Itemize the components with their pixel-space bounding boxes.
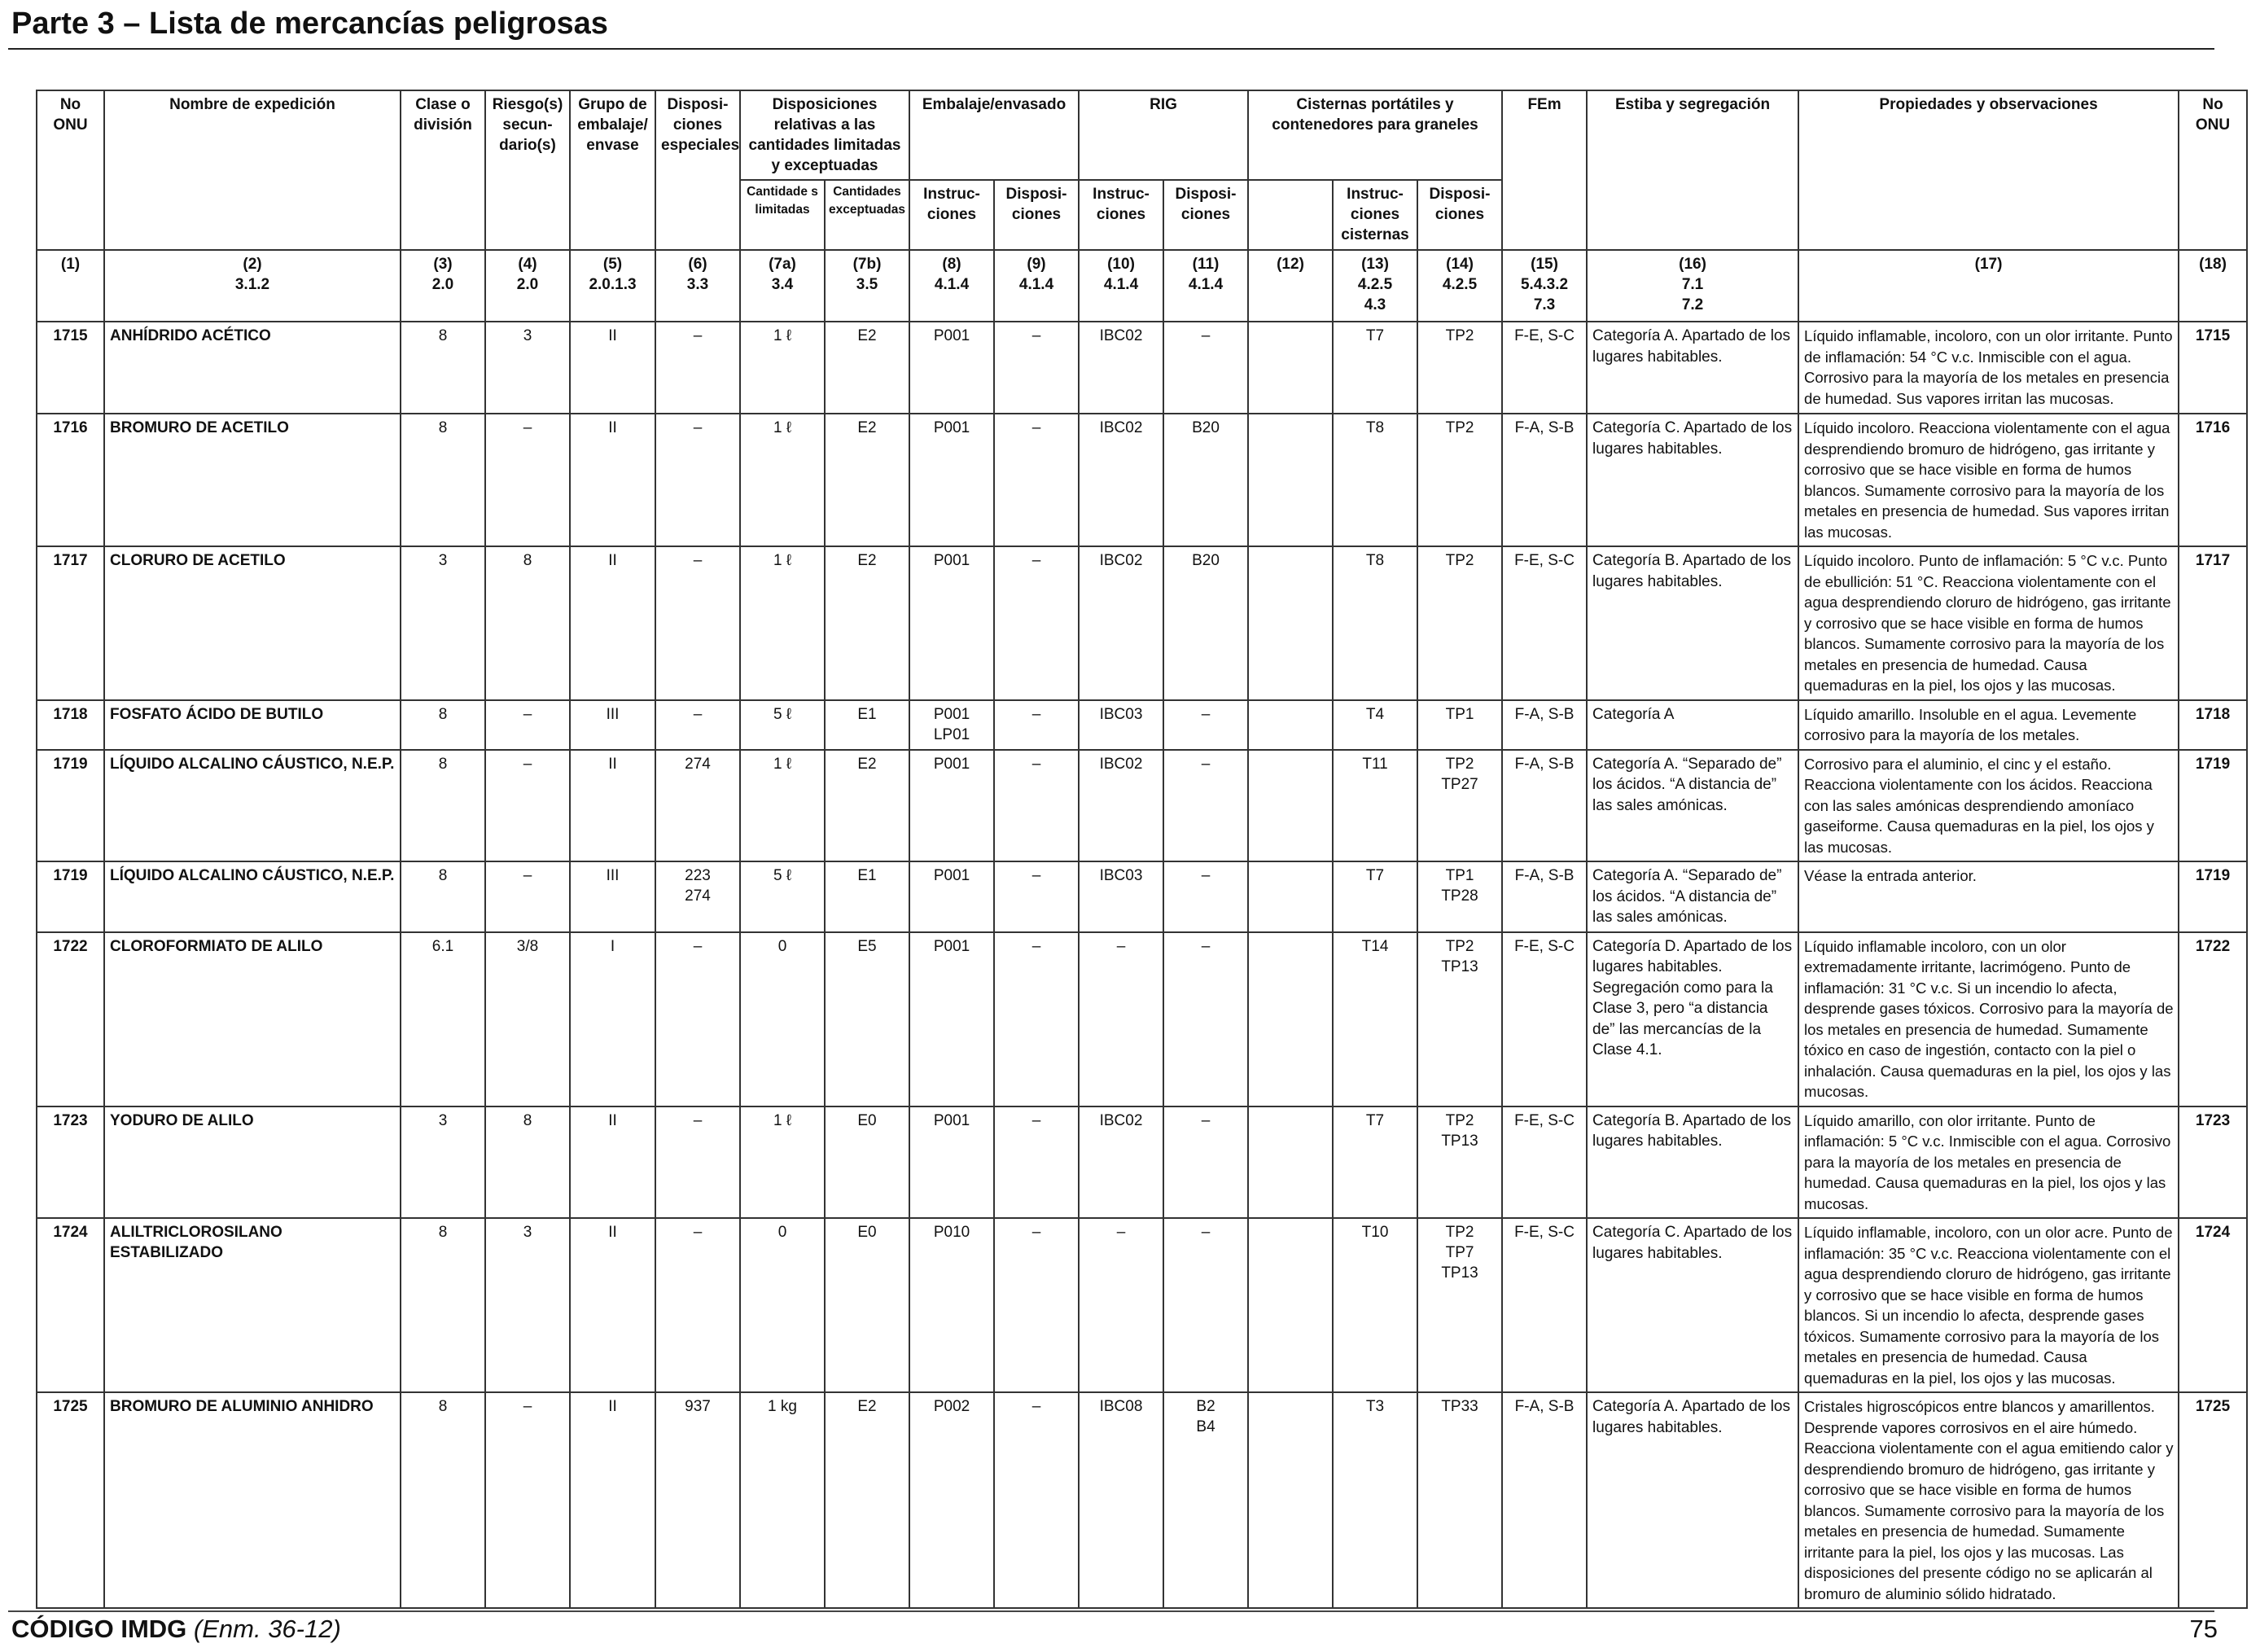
properties-cell: Líquido incoloro. Reacciona violentamente con el agua desprendiendo bromuro de hidrógeno, gas irritante y corrosivo que se hace visible en forma de humos blancos. Sumamente corrosivo para la mayoría de los metales en presencia de humedad. Sus vapores irritan las mucosas. xyxy=(1798,414,2179,546)
shipping-name: BROMURO DE ACETILO xyxy=(104,414,401,546)
subrisk-cell: 3 xyxy=(485,322,570,414)
properties-cell: Líquido inflamable, incoloro, con un olor irritante. Punto de inflamación: 54 °C v.c. Inmiscible con el agua. Corrosivo para la mayoría de los metales en presencia de humedad. Sus vapores irritan las mucosas. xyxy=(1798,322,2179,414)
header-packing: Embalaje/envasado xyxy=(909,90,1079,180)
column-number-row xyxy=(37,250,2247,322)
ems-cell: F-E, S-C xyxy=(1502,546,1587,700)
class-cell: 8 xyxy=(401,861,485,932)
footer-code-name: CÓDIGO IMDG xyxy=(11,1615,187,1643)
excepted-quantity-cell: E2 xyxy=(825,1392,909,1608)
special-provisions-cell: – xyxy=(655,322,740,414)
packing-group-cell: II xyxy=(570,414,655,546)
special-provisions-cell: – xyxy=(655,546,740,700)
un-number: 1724 xyxy=(37,1218,104,1392)
un-number-end: 1715 xyxy=(2179,322,2247,414)
ems-cell: F-E, S-C xyxy=(1502,1218,1587,1392)
excepted-quantity-cell: E0 xyxy=(825,1218,909,1392)
un-number-end: 1719 xyxy=(2179,861,2247,932)
header-ems: FEm xyxy=(1502,90,1587,250)
ibc-instruction-cell: IBC03 xyxy=(1079,700,1163,750)
tank-provision-cell: TP2 xyxy=(1417,322,1502,414)
ibc-provision-cell: B20 xyxy=(1163,414,1248,546)
col-number: (18) xyxy=(2179,250,2247,322)
packing-instruction-cell: P001 xyxy=(909,322,994,414)
limited-quantity-cell: 0 xyxy=(740,1218,825,1392)
excepted-quantity-cell: E2 xyxy=(825,546,909,700)
stowage-cell: Categoría C. Apartado de los lugares habitables. xyxy=(1587,414,1798,546)
shipping-name: CLOROFORMIATO DE ALILO xyxy=(104,932,401,1106)
class-cell: 3 xyxy=(401,1106,485,1219)
properties-cell: Líquido incoloro. Punto de inflamación: 5 °C v.c. Punto de ebullición: 51 °C. Reacciona violentamente con el agua desprendiendo cloruro de hidrógeno, gas irritante y corrosivo que se hace visible en forma de humos blancos. Sumamente corrosivo para la mayoría de los metales en presencia de humedad. Causa quemaduras en la piel, los ojos y las mucosas. xyxy=(1798,546,2179,700)
properties-cell: Líquido inflamable incoloro, con un olor extremadamente irritante, lacrimógeno. Punto de inflamación: 31 °C v.c. Si un incendio lo afecta, desprende gases tóxicos. Corrosivo para la mayoría de los metales en presencia de humedad. Sumamente tóxico en caso de ingestión, contacto con la piel o inhalación. Causa quemaduras en la piel, los ojos y las mucosas. xyxy=(1798,932,2179,1106)
dangerous-goods-table xyxy=(36,90,2248,1609)
header-packing-instructions: Instruc-ciones xyxy=(909,180,994,250)
tank-provision-cell: TP2 xyxy=(1417,414,1502,546)
table-row xyxy=(37,546,2247,700)
excepted-quantity-cell: E5 xyxy=(825,932,909,1106)
header-properties: Propiedades y observaciones xyxy=(1798,90,2179,250)
class-cell: 8 xyxy=(401,1218,485,1392)
col12-cell xyxy=(1248,1392,1333,1608)
subrisk-cell: 3/8 xyxy=(485,932,570,1106)
ems-cell: F-A, S-B xyxy=(1502,1392,1587,1608)
footer-amendment: (Enm. 36-12) xyxy=(193,1615,341,1643)
tank-instruction-cell: T14 xyxy=(1333,932,1417,1106)
ems-cell: F-E, S-C xyxy=(1502,322,1587,414)
header-tank-instructions: Instruc-ciones cisternas xyxy=(1333,180,1417,250)
shipping-name: YODURO DE ALILO xyxy=(104,1106,401,1219)
ibc-instruction-cell: – xyxy=(1079,1218,1163,1392)
excepted-quantity-cell: E2 xyxy=(825,750,909,862)
un-number-end: 1725 xyxy=(2179,1392,2247,1608)
table-row xyxy=(37,861,2247,932)
stowage-cell: Categoría A. “Separado de” los ácidos. “A distancia de” las sales amónicas. xyxy=(1587,750,1798,862)
stowage-cell: Categoría D. Apartado de los lugares habitables. Segregación como para la Clase 3, pero “a distancia de” las mercancías de la Clase 4.1. xyxy=(1587,932,1798,1106)
un-number-end: 1718 xyxy=(2179,700,2247,750)
table-row xyxy=(37,1106,2247,1219)
properties-cell: Líquido amarillo. Insoluble en el agua. Levemente corrosivo para la mayoría de los metales. xyxy=(1798,700,2179,750)
ibc-provision-cell: – xyxy=(1163,861,1248,932)
tank-provision-cell: TP2 TP7 TP13 xyxy=(1417,1218,1502,1392)
col12-cell xyxy=(1248,1106,1333,1219)
tank-instruction-cell: T7 xyxy=(1333,861,1417,932)
excepted-quantity-cell: E2 xyxy=(825,414,909,546)
header-col12-blank xyxy=(1248,180,1333,250)
tank-instruction-cell: T4 xyxy=(1333,700,1417,750)
packing-instruction-cell: P010 xyxy=(909,1218,994,1392)
un-number: 1723 xyxy=(37,1106,104,1219)
ibc-provision-cell: B2 B4 xyxy=(1163,1392,1248,1608)
properties-cell: Líquido inflamable, incoloro, con un olor acre. Punto de inflamación: 35 °C v.c. Reacciona violentamente con el agua desprendiendo cloruro de hidrógeno, gas irritante y corrosivo que se hace visible en forma de humos blancos. Si un incendio lo afecta, desprende gases tóxicos. Sumamente corrosivo para la mayoría de los metales en presencia de humedad. Causa quemaduras en la piel, los ojos y las mucosas. xyxy=(1798,1218,2179,1392)
tank-provision-cell: TP2 TP13 xyxy=(1417,932,1502,1106)
packing-instruction-cell: P001 xyxy=(909,932,994,1106)
packing-group-cell: II xyxy=(570,750,655,862)
stowage-cell: Categoría A. Apartado de los lugares habitables. xyxy=(1587,322,1798,414)
table-row xyxy=(37,322,2247,414)
special-provisions-cell: 274 xyxy=(655,750,740,862)
subrisk-cell: – xyxy=(485,750,570,862)
col12-cell xyxy=(1248,932,1333,1106)
tank-provision-cell: TP33 xyxy=(1417,1392,1502,1608)
col-number: (3) 2.0 xyxy=(401,250,485,322)
ibc-instruction-cell: IBC08 xyxy=(1079,1392,1163,1608)
col-number: (13) 4.2.5 4.3 xyxy=(1333,250,1417,322)
excepted-quantity-cell: E2 xyxy=(825,322,909,414)
packing-group-cell: II xyxy=(570,1392,655,1608)
col12-cell xyxy=(1248,700,1333,750)
ems-cell: F-A, S-B xyxy=(1502,414,1587,546)
special-provisions-cell: – xyxy=(655,414,740,546)
table-row xyxy=(37,750,2247,862)
ibc-instruction-cell: IBC03 xyxy=(1079,861,1163,932)
shipping-name: CLORURO DE ACETILO xyxy=(104,546,401,700)
excepted-quantity-cell: E0 xyxy=(825,1106,909,1219)
stowage-cell: Categoría B. Apartado de los lugares habitables. xyxy=(1587,546,1798,700)
ems-cell: F-A, S-B xyxy=(1502,700,1587,750)
packing-group-cell: I xyxy=(570,932,655,1106)
shipping-name: LÍQUIDO ALCALINO CÁUSTICO, N.E.P. xyxy=(104,861,401,932)
ibc-instruction-cell: IBC02 xyxy=(1079,1106,1163,1219)
tank-instruction-cell: T10 xyxy=(1333,1218,1417,1392)
ems-cell: F-A, S-B xyxy=(1502,750,1587,862)
subrisk-cell: – xyxy=(485,1392,570,1608)
packing-instruction-cell: P001 xyxy=(909,414,994,546)
header-name: Nombre de expedición xyxy=(104,90,401,250)
col-number: (12) xyxy=(1248,250,1333,322)
limited-quantity-cell: 1 ℓ xyxy=(740,1106,825,1219)
un-number: 1719 xyxy=(37,861,104,932)
ems-cell: F-A, S-B xyxy=(1502,861,1587,932)
header-subrisk: Riesgo(s) secun-dario(s) xyxy=(485,90,570,250)
ibc-provision-cell: – xyxy=(1163,322,1248,414)
limited-quantity-cell: 1 kg xyxy=(740,1392,825,1608)
col-number: (6) 3.3 xyxy=(655,250,740,322)
ibc-instruction-cell: – xyxy=(1079,932,1163,1106)
header-packing-provisions: Disposi-ciones xyxy=(994,180,1079,250)
subrisk-cell: – xyxy=(485,414,570,546)
class-cell: 8 xyxy=(401,750,485,862)
footer-divider xyxy=(8,1610,2214,1612)
ibc-instruction-cell: IBC02 xyxy=(1079,546,1163,700)
un-number: 1718 xyxy=(37,700,104,750)
stowage-cell: Categoría A xyxy=(1587,700,1798,750)
packing-group-cell: III xyxy=(570,700,655,750)
limited-quantity-cell: 5 ℓ xyxy=(740,861,825,932)
ems-cell: F-E, S-C xyxy=(1502,1106,1587,1219)
packing-group-cell: II xyxy=(570,1106,655,1219)
packing-instruction-cell: P001 xyxy=(909,1106,994,1219)
properties-cell: Líquido amarillo, con olor irritante. Punto de inflamación: 5 °C v.c. Inmiscible con el agua. Corrosivo para la mayoría de los metales en presencia de humedad. Causa quemaduras en la piel, los ojos y las mucosas. xyxy=(1798,1106,2179,1219)
packing-provision-cell: – xyxy=(994,414,1079,546)
tank-provision-cell: TP1 TP28 xyxy=(1417,861,1502,932)
col-number: (2) 3.1.2 xyxy=(104,250,401,322)
col12-cell xyxy=(1248,546,1333,700)
ems-cell: F-E, S-C xyxy=(1502,932,1587,1106)
footer-code xyxy=(11,1615,341,1644)
col-number: (14) 4.2.5 xyxy=(1417,250,1502,322)
table-row xyxy=(37,700,2247,750)
packing-instruction-cell: P001 LP01 xyxy=(909,700,994,750)
limited-quantity-cell: 5 ℓ xyxy=(740,700,825,750)
col12-cell xyxy=(1248,861,1333,932)
packing-provision-cell: – xyxy=(994,1392,1079,1608)
header-tanks: Cisternas portátiles y contenedores para graneles xyxy=(1248,90,1502,180)
limited-quantity-cell: 0 xyxy=(740,932,825,1106)
un-number-end: 1722 xyxy=(2179,932,2247,1106)
excepted-quantity-cell: E1 xyxy=(825,861,909,932)
col-number: (7a) 3.4 xyxy=(740,250,825,322)
col-number: (16) 7.1 7.2 xyxy=(1587,250,1798,322)
un-number-end: 1716 xyxy=(2179,414,2247,546)
un-number-end: 1719 xyxy=(2179,750,2247,862)
special-provisions-cell: – xyxy=(655,1218,740,1392)
col12-cell xyxy=(1248,322,1333,414)
tank-instruction-cell: T3 xyxy=(1333,1392,1417,1608)
limited-quantity-cell: 1 ℓ xyxy=(740,414,825,546)
subrisk-cell: – xyxy=(485,700,570,750)
header-class: Clase o división xyxy=(401,90,485,250)
header-row-1 xyxy=(37,90,2247,180)
subrisk-cell: – xyxy=(485,861,570,932)
ibc-provision-cell: – xyxy=(1163,932,1248,1106)
packing-provision-cell: – xyxy=(994,700,1079,750)
ibc-provision-cell: – xyxy=(1163,700,1248,750)
table-row xyxy=(37,1218,2247,1392)
limited-quantity-cell: 1 ℓ xyxy=(740,322,825,414)
ibc-instruction-cell: IBC02 xyxy=(1079,414,1163,546)
un-number-end: 1724 xyxy=(2179,1218,2247,1392)
col-number: (10) 4.1.4 xyxy=(1079,250,1163,322)
col-number: (9) 4.1.4 xyxy=(994,250,1079,322)
special-provisions-cell: – xyxy=(655,700,740,750)
packing-group-cell: II xyxy=(570,546,655,700)
packing-provision-cell: – xyxy=(994,861,1079,932)
class-cell: 6.1 xyxy=(401,932,485,1106)
tank-instruction-cell: T8 xyxy=(1333,414,1417,546)
limited-quantity-cell: 1 ℓ xyxy=(740,546,825,700)
un-number: 1722 xyxy=(37,932,104,1106)
un-number: 1725 xyxy=(37,1392,104,1608)
stowage-cell: Categoría B. Apartado de los lugares habitables. xyxy=(1587,1106,1798,1219)
class-cell: 3 xyxy=(401,546,485,700)
subrisk-cell: 3 xyxy=(485,1218,570,1392)
header-excepted-quantities: Cantidades exceptuadas xyxy=(825,180,909,250)
shipping-name: ALILTRICLOROSILANO ESTABILIZADO xyxy=(104,1218,401,1392)
col-number: (11) 4.1.4 xyxy=(1163,250,1248,322)
col-number: (8) 4.1.4 xyxy=(909,250,994,322)
tank-instruction-cell: T11 xyxy=(1333,750,1417,862)
col-number: (4) 2.0 xyxy=(485,250,570,322)
class-cell: 8 xyxy=(401,322,485,414)
stowage-cell: Categoría C. Apartado de los lugares habitables. xyxy=(1587,1218,1798,1392)
class-cell: 8 xyxy=(401,700,485,750)
ibc-provision-cell: – xyxy=(1163,1106,1248,1219)
page-number: 75 xyxy=(2189,1615,2218,1643)
header-un: No ONU xyxy=(37,90,104,250)
tank-provision-cell: TP2 xyxy=(1417,546,1502,700)
packing-provision-cell: – xyxy=(994,1218,1079,1392)
header-un-end: No ONU xyxy=(2179,90,2247,250)
col-number: (7b) 3.5 xyxy=(825,250,909,322)
packing-group-cell: II xyxy=(570,1218,655,1392)
packing-provision-cell: – xyxy=(994,322,1079,414)
header-tank-provisions: Disposi-ciones xyxy=(1417,180,1502,250)
class-cell: 8 xyxy=(401,414,485,546)
packing-instruction-cell: P002 xyxy=(909,1392,994,1608)
ibc-provision-cell: B20 xyxy=(1163,546,1248,700)
col-number: (1) xyxy=(37,250,104,322)
tank-provision-cell: TP2 TP13 xyxy=(1417,1106,1502,1219)
special-provisions-cell: – xyxy=(655,1106,740,1219)
col12-cell xyxy=(1248,1218,1333,1392)
packing-provision-cell: – xyxy=(994,750,1079,862)
ibc-instruction-cell: IBC02 xyxy=(1079,322,1163,414)
packing-instruction-cell: P001 xyxy=(909,861,994,932)
tank-instruction-cell: T7 xyxy=(1333,322,1417,414)
col12-cell xyxy=(1248,414,1333,546)
table-row xyxy=(37,932,2247,1106)
un-number: 1719 xyxy=(37,750,104,862)
header-limited-excepted: Disposiciones relativas a las cantidades limitadas y exceptuadas xyxy=(740,90,909,180)
tank-provision-cell: TP2 TP27 xyxy=(1417,750,1502,862)
packing-provision-cell: – xyxy=(994,932,1079,1106)
un-number: 1715 xyxy=(37,322,104,414)
subrisk-cell: 8 xyxy=(485,1106,570,1219)
packing-instruction-cell: P001 xyxy=(909,546,994,700)
un-number-end: 1723 xyxy=(2179,1106,2247,1219)
special-provisions-cell: 223 274 xyxy=(655,861,740,932)
un-number-end: 1717 xyxy=(2179,546,2247,700)
tank-instruction-cell: T8 xyxy=(1333,546,1417,700)
header-ibc: RIG xyxy=(1079,90,1248,180)
special-provisions-cell: 937 xyxy=(655,1392,740,1608)
header-ibc-instructions: Instruc-ciones xyxy=(1079,180,1163,250)
packing-instruction-cell: P001 xyxy=(909,750,994,862)
header-limited-quantities: Cantidade s limitadas xyxy=(740,180,825,250)
properties-cell: Cristales higroscópicos entre blancos y amarillentos. Desprende vapores corrosivos en el aire húmedo. Reacciona violentamente con el agua emitiendo calor y desprendiendo bromuro de hidrógeno, gas irritante y corrosivo que se hace visible en forma de humos blancos. Sumamente corrosivo para la mayoría de los metales en presencia de humedad. Sumamente irritante para la piel, los ojos y las mucosas. Las disposiciones del presente código no se aplicarán al bromuro de aluminio sólido hidratado. xyxy=(1798,1392,2179,1608)
special-provisions-cell: – xyxy=(655,932,740,1106)
shipping-name: ANHÍDRIDO ACÉTICO xyxy=(104,322,401,414)
ibc-instruction-cell: IBC02 xyxy=(1079,750,1163,862)
un-number: 1717 xyxy=(37,546,104,700)
packing-group-cell: III xyxy=(570,861,655,932)
header-special-provisions: Disposi-ciones especiales xyxy=(655,90,740,250)
header-packing-group: Grupo de embalaje/ envase xyxy=(570,90,655,250)
stowage-cell: Categoría A. Apartado de los lugares habitables. xyxy=(1587,1392,1798,1608)
col12-cell xyxy=(1248,750,1333,862)
shipping-name: BROMURO DE ALUMINIO ANHIDRO xyxy=(104,1392,401,1608)
shipping-name: FOSFATO ÁCIDO DE BUTILO xyxy=(104,700,401,750)
title-divider xyxy=(8,48,2214,50)
un-number: 1716 xyxy=(37,414,104,546)
page-title: Parte 3 – Lista de mercancías peligrosas xyxy=(11,7,608,41)
header-ibc-provisions: Disposi-ciones xyxy=(1163,180,1248,250)
tank-instruction-cell: T7 xyxy=(1333,1106,1417,1219)
header-stowage: Estiba y segregación xyxy=(1587,90,1798,250)
class-cell: 8 xyxy=(401,1392,485,1608)
packing-group-cell: II xyxy=(570,322,655,414)
packing-provision-cell: – xyxy=(994,546,1079,700)
table-row xyxy=(37,1392,2247,1608)
properties-cell: Corrosivo para el aluminio, el cinc y el estaño. Reacciona violentamente con los ácidos. Reacciona con las sales amónicas desprendiendo amoníaco gaseiforme. Causa quemaduras en la piel, los ojos y las mucosas. xyxy=(1798,750,2179,862)
packing-provision-cell: – xyxy=(994,1106,1079,1219)
shipping-name: LÍQUIDO ALCALINO CÁUSTICO, N.E.P. xyxy=(104,750,401,862)
table-row xyxy=(37,414,2247,546)
ibc-provision-cell: – xyxy=(1163,750,1248,862)
tank-provision-cell: TP1 xyxy=(1417,700,1502,750)
stowage-cell: Categoría A. “Separado de” los ácidos. “A distancia de” las sales amónicas. xyxy=(1587,861,1798,932)
excepted-quantity-cell: E1 xyxy=(825,700,909,750)
col-number: (15) 5.4.3.2 7.3 xyxy=(1502,250,1587,322)
subrisk-cell: 8 xyxy=(485,546,570,700)
limited-quantity-cell: 1 ℓ xyxy=(740,750,825,862)
ibc-provision-cell: – xyxy=(1163,1218,1248,1392)
col-number: (17) xyxy=(1798,250,2179,322)
col-number: (5) 2.0.1.3 xyxy=(570,250,655,322)
properties-cell: Véase la entrada anterior. xyxy=(1798,861,2179,932)
